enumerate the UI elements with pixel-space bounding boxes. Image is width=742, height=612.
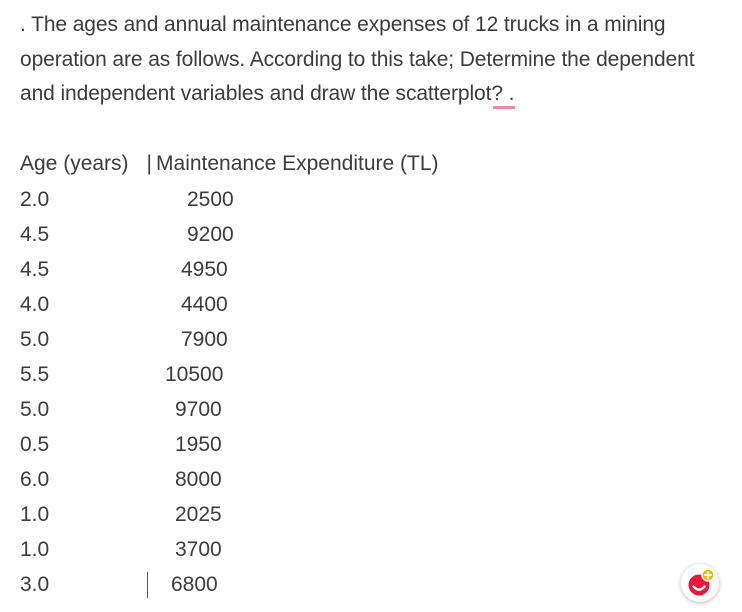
- age-value: 6.0: [20, 468, 50, 491]
- table-header: [20, 147, 439, 181]
- age-value: 0.5: [20, 433, 50, 456]
- text-cursor: [147, 572, 148, 598]
- add-emoji-reaction-icon: [681, 564, 719, 602]
- question-text: [20, 8, 730, 112]
- age-value: 1.0: [20, 503, 50, 526]
- table-row: [0, 567, 742, 602]
- cost-value: 9200: [187, 223, 234, 246]
- age-value: 4.5: [20, 223, 50, 246]
- cost-value: 4950: [181, 258, 228, 281]
- header-separator: |: [146, 152, 153, 175]
- header-cost: Maintenance Expenditure (TL): [156, 152, 439, 175]
- table-row: [0, 287, 742, 322]
- table-row: [0, 357, 742, 392]
- cost-value: 9700: [175, 398, 222, 421]
- age-value: 4.5: [20, 258, 50, 281]
- age-value: 5.0: [20, 328, 50, 351]
- table-row: [0, 427, 742, 462]
- table-row: [0, 392, 742, 427]
- header-age: Age (years): [20, 152, 129, 175]
- spellcheck-underline: [493, 106, 515, 109]
- table-row: [0, 497, 742, 532]
- cost-value: 2025: [175, 503, 222, 526]
- age-value: 2.0: [20, 188, 50, 211]
- age-value: 4.0: [20, 293, 50, 316]
- cost-value: 3700: [175, 538, 222, 561]
- cost-value: 6800: [171, 573, 218, 596]
- table-row: [0, 182, 742, 217]
- cost-value: 7900: [181, 328, 228, 351]
- cost-value: 2500: [187, 188, 234, 211]
- table-row: [0, 532, 742, 567]
- age-value: 3.0: [20, 573, 50, 596]
- cost-value: 4400: [181, 293, 228, 316]
- table-row: [0, 217, 742, 252]
- question-main-text: . The ages and annual maintenance expenses of 12 trucks in a mining operation are as follows. According to this take; Determine the dependent and independent variables and draw the scatterplot: [20, 13, 695, 105]
- cost-value: 8000: [175, 468, 222, 491]
- age-value: 5.0: [20, 398, 50, 421]
- table-row: [0, 322, 742, 357]
- cost-value: 1950: [175, 433, 222, 456]
- cost-value: 10500: [165, 363, 224, 386]
- add-reaction-button[interactable]: [681, 564, 719, 602]
- age-value: 1.0: [20, 538, 50, 561]
- question-end-mark: ? .: [491, 82, 514, 105]
- table-row: [0, 462, 742, 497]
- age-value: 5.5: [20, 363, 50, 386]
- table-row: [0, 252, 742, 287]
